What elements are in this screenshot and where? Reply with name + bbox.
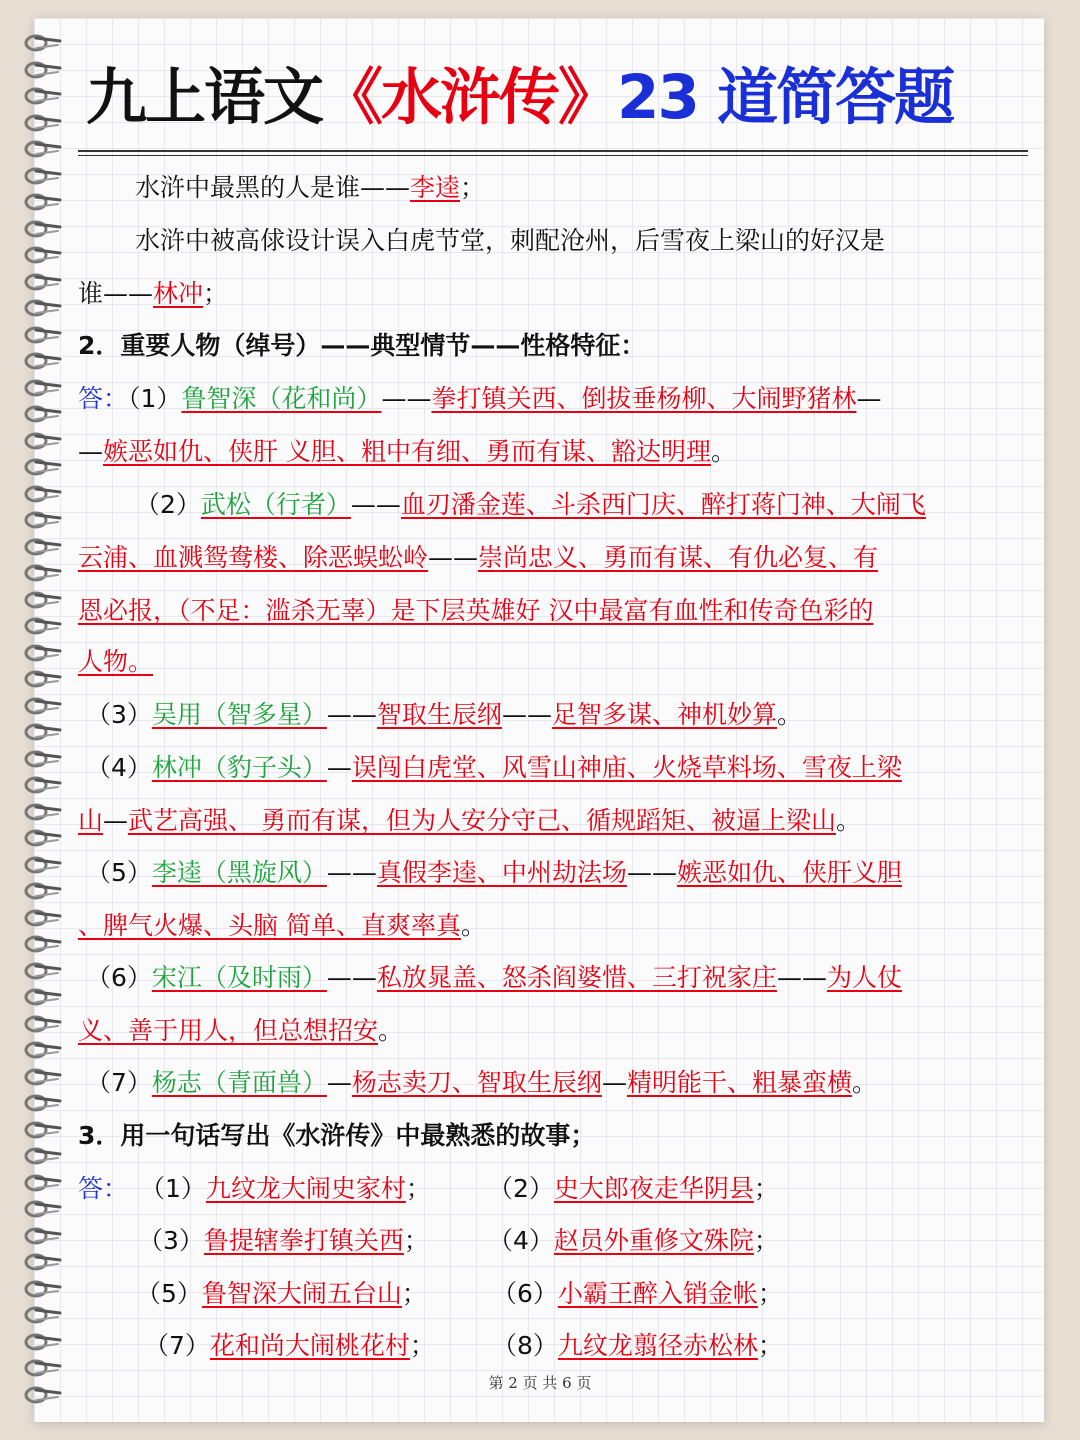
q1-answer-2: 林冲 (153, 279, 204, 308)
title-part-2: 《水浒传》 (322, 62, 618, 133)
spiral-ring-icon (22, 295, 62, 321)
period: 。 (460, 911, 486, 940)
spiral-ring-icon (22, 799, 62, 825)
spiral-ring-icon (22, 1143, 62, 1169)
period: 。 (851, 1068, 877, 1097)
plot-text: 真假李逵、中州劫法场 (376, 858, 627, 887)
character-name: 林冲（豹子头） (151, 753, 327, 782)
spiral-ring-icon (22, 322, 62, 348)
q2-item-1-line-2 (78, 434, 736, 470)
story-text: 花和尚大闹桃花村 (209, 1331, 410, 1360)
spiral-ring-icon (22, 242, 62, 268)
spiral-ring-icon (22, 83, 62, 109)
spiral-ring-icon (22, 1117, 62, 1143)
story-text: 小霸王醉入销金帐 (557, 1279, 758, 1308)
story-3 (138, 1223, 429, 1259)
q2-item-1-line-1 (78, 381, 881, 417)
q2-item-6-line-2 (78, 1013, 403, 1049)
title-part-1: 九上语文 (86, 62, 323, 133)
spiral-ring-icon (22, 1329, 62, 1355)
semicolon: ； (757, 1279, 783, 1308)
dash: —— (326, 963, 377, 992)
period: 。 (710, 437, 736, 466)
spiral-ring-icon (22, 1302, 62, 1328)
q2-item-5-line-2 (78, 908, 486, 944)
spiral-ring-icon (22, 852, 62, 878)
trait-text: 嫉恶如仇、侠肝义胆 (676, 858, 902, 887)
story-text: 九纹龙大闹史家村 (205, 1174, 406, 1203)
semicolon: ； (409, 1331, 435, 1360)
spiral-binding (22, 30, 74, 1420)
item-number: （6） (86, 963, 152, 992)
q1-line-3 (78, 276, 228, 312)
item-number: （1） (140, 1174, 206, 1203)
spiral-ring-icon (22, 931, 62, 957)
plot-text: 私放晁盖、怒杀阎婆惜、三打祝家庄 (376, 963, 777, 992)
character-name: 鲁智深（花和尚） (181, 384, 382, 413)
character-name: 杨志（青面兽） (151, 1068, 327, 1097)
trait-text: 义、善于用人，但总想招安 (78, 1016, 379, 1045)
trait-text: 为人仗 (826, 963, 902, 992)
q2-item-2-line-4 (78, 644, 153, 680)
dash: — (856, 384, 882, 413)
item-number: （4） (86, 753, 152, 782)
dash: —— (501, 700, 552, 729)
q2-item-3 (86, 697, 802, 733)
plot-text: 拳打镇关西、倒拔垂杨柳、大闹野猪林 (431, 384, 857, 413)
page-footer: 第 2 页 共 6 页 (488, 1374, 592, 1392)
q2-item-6-line-1 (86, 960, 902, 996)
q2-item-4-line-1 (86, 750, 902, 786)
dash: — (326, 1068, 352, 1097)
spiral-ring-icon (22, 905, 62, 931)
semicolon: ； (405, 1174, 431, 1203)
item-number: （2） (488, 1174, 554, 1203)
item-number: （1） (128, 384, 182, 413)
dash: —— (428, 543, 479, 572)
spiral-ring-icon (22, 1249, 62, 1275)
spiral-ring-icon (22, 1276, 62, 1302)
spiral-ring-icon (22, 1170, 62, 1196)
item-number: （7） (144, 1331, 210, 1360)
dash: —— (326, 700, 377, 729)
spiral-ring-icon (22, 1223, 62, 1249)
item-number: （3） (86, 700, 152, 729)
q1-end-1: ； (460, 173, 486, 202)
spiral-ring-icon (22, 189, 62, 215)
item-number: （3） (138, 1226, 204, 1255)
spiral-ring-icon (22, 507, 62, 533)
dash: — (326, 753, 352, 782)
spiral-ring-icon (22, 825, 62, 851)
story-2 (488, 1171, 779, 1207)
spiral-ring-icon (22, 693, 62, 719)
trait-text: 足智多谋、神机妙算 (551, 700, 777, 729)
spiral-ring-icon (22, 481, 62, 507)
q1-question-2: 谁—— (78, 279, 154, 308)
plot-text: 杨志卖刀、智取生辰纲 (351, 1068, 602, 1097)
spiral-ring-icon (22, 163, 62, 189)
item-number: （5） (86, 858, 152, 887)
spiral-ring-icon (22, 878, 62, 904)
plot-text: 云浦、血溅鸳鸯楼、除恶蜈蚣岭 (78, 543, 429, 572)
title-rule-thick (78, 150, 1028, 152)
spiral-ring-icon (22, 348, 62, 374)
q1-answer-1: 李逵 (410, 173, 461, 202)
item-number: （7） (86, 1068, 152, 1097)
semicolon: ； (401, 1279, 427, 1308)
story-text: 鲁智深大闹五台山 (201, 1279, 402, 1308)
period: 。 (378, 1016, 404, 1045)
q1-question-1: 水浒中最黑的人是谁—— (135, 173, 411, 202)
dash: —— (626, 858, 677, 887)
plot-text: 山 (78, 806, 104, 835)
character-name: 李逵（黑旋风） (151, 858, 327, 887)
spiral-ring-icon (22, 57, 62, 83)
item-number: （8） (492, 1331, 558, 1360)
spiral-ring-icon (22, 772, 62, 798)
spiral-ring-icon (22, 587, 62, 613)
spiral-ring-icon (22, 269, 62, 295)
dash: —— (381, 384, 432, 413)
item-number: （2） (135, 490, 201, 519)
period: 。 (776, 700, 802, 729)
q2-item-4-line-2 (78, 803, 861, 839)
story-4 (488, 1223, 779, 1259)
spiral-ring-icon (22, 1196, 62, 1222)
q1-line-2: 水浒中被高俅设计误入白虎节堂，刺配沧州，后雪夜上梁山的好汉是 (135, 226, 886, 255)
character-name: 宋江（及时雨） (151, 963, 327, 992)
dash: —— (350, 490, 401, 519)
spiral-ring-icon (22, 428, 62, 454)
plot-text: 智取生辰纲 (376, 700, 502, 729)
period: 。 (835, 806, 861, 835)
spiral-ring-icon (22, 375, 62, 401)
trait-text: 、脾气火爆、头脑 简单、直爽率真 (78, 911, 461, 940)
title-part-3: 23 道简答题 (617, 62, 954, 133)
spiral-ring-icon (22, 958, 62, 984)
story-text: 鲁提辖拳打镇关西 (203, 1226, 404, 1255)
trait-text: 恩必报，（不足：滥杀无辜）是下层英雄好 汉中最富有血性和传奇色彩的 (78, 596, 874, 625)
spiral-ring-icon (22, 136, 62, 162)
semicolon: ； (753, 1174, 779, 1203)
story-text: 赵员外重修文殊院 (553, 1226, 754, 1255)
dash: —— (776, 963, 827, 992)
q2-item-7 (86, 1065, 877, 1101)
trait-text: 精明能干、粗暴蛮横 (626, 1068, 852, 1097)
story-8 (492, 1328, 783, 1364)
item-number: （5） (136, 1279, 202, 1308)
item-number: （6） (492, 1279, 558, 1308)
q2-item-2-line-3 (78, 593, 873, 629)
spiral-ring-icon (22, 1011, 62, 1037)
q3-answer-label (78, 1171, 128, 1207)
story-text: 史大郎夜走华阴县 (553, 1174, 754, 1203)
spiral-ring-icon (22, 613, 62, 639)
spiral-ring-icon (22, 1090, 62, 1116)
spiral-ring-icon (22, 746, 62, 772)
spiral-ring-icon (22, 30, 62, 56)
plot-text: 误闯白虎堂、风雪山神庙、火烧草料场、雪夜上梁 (351, 753, 902, 782)
page-title (86, 58, 1026, 138)
answer-label: 答： (78, 1174, 129, 1203)
trait-text: 武艺高强、 勇而有谋，但为人安分守己、循规蹈矩、被逼上梁山 (128, 806, 836, 835)
spiral-ring-icon (22, 534, 62, 560)
q2-heading: 2．重要人物（绰号）——典型情节——性格特征： (78, 331, 646, 360)
spiral-ring-icon (22, 666, 62, 692)
spiral-ring-icon (22, 1037, 62, 1063)
item-number: （4） (488, 1226, 554, 1255)
spiral-ring-icon (22, 1064, 62, 1090)
q2-item-5-line-1 (86, 855, 902, 891)
dash: — (601, 1068, 627, 1097)
story-text: 九纹龙翦径赤松林 (557, 1331, 758, 1360)
q2-answer-label: 答： (78, 384, 129, 413)
spiral-ring-icon (22, 454, 62, 480)
q1-line-1 (135, 170, 485, 206)
trait-text: 人物。 (78, 647, 154, 676)
q1-end-2: ； (203, 279, 229, 308)
story-6 (492, 1276, 783, 1312)
story-1 (140, 1171, 431, 1207)
story-5 (136, 1276, 427, 1312)
q2-item-2-line-1 (135, 487, 926, 523)
q3-heading: 3．用一句话写出《水浒传》中最熟悉的故事； (78, 1121, 596, 1150)
spiral-ring-icon (22, 560, 62, 586)
character-name: 武松（行者） (200, 490, 351, 519)
dash: — (103, 806, 129, 835)
trait-text: 嫉恶如仇、侠肝 义胆、粗中有细、勇而有谋、豁达明理 (103, 437, 711, 466)
trait-text: 崇尚忠义、勇而有谋、有仇必复、有 (478, 543, 879, 572)
semicolon: ； (403, 1226, 429, 1255)
semicolon: ； (753, 1226, 779, 1255)
dash: —— (326, 858, 377, 887)
character-name: 吴用（智多星） (151, 700, 327, 729)
title-rule-thin (78, 155, 1028, 156)
semicolon: ； (757, 1331, 783, 1360)
dash: — (78, 437, 103, 466)
spiral-ring-icon (22, 110, 62, 136)
spiral-ring-icon (22, 719, 62, 745)
spiral-ring-icon (22, 401, 62, 427)
spiral-ring-icon (22, 984, 62, 1010)
spiral-ring-icon (22, 640, 62, 666)
plot-text: 血刃潘金莲、斗杀西门庆、醉打蒋门神、大闹飞 (400, 490, 926, 519)
q2-item-2-line-2 (78, 540, 878, 576)
story-7 (144, 1328, 435, 1364)
spiral-ring-icon (22, 216, 62, 242)
